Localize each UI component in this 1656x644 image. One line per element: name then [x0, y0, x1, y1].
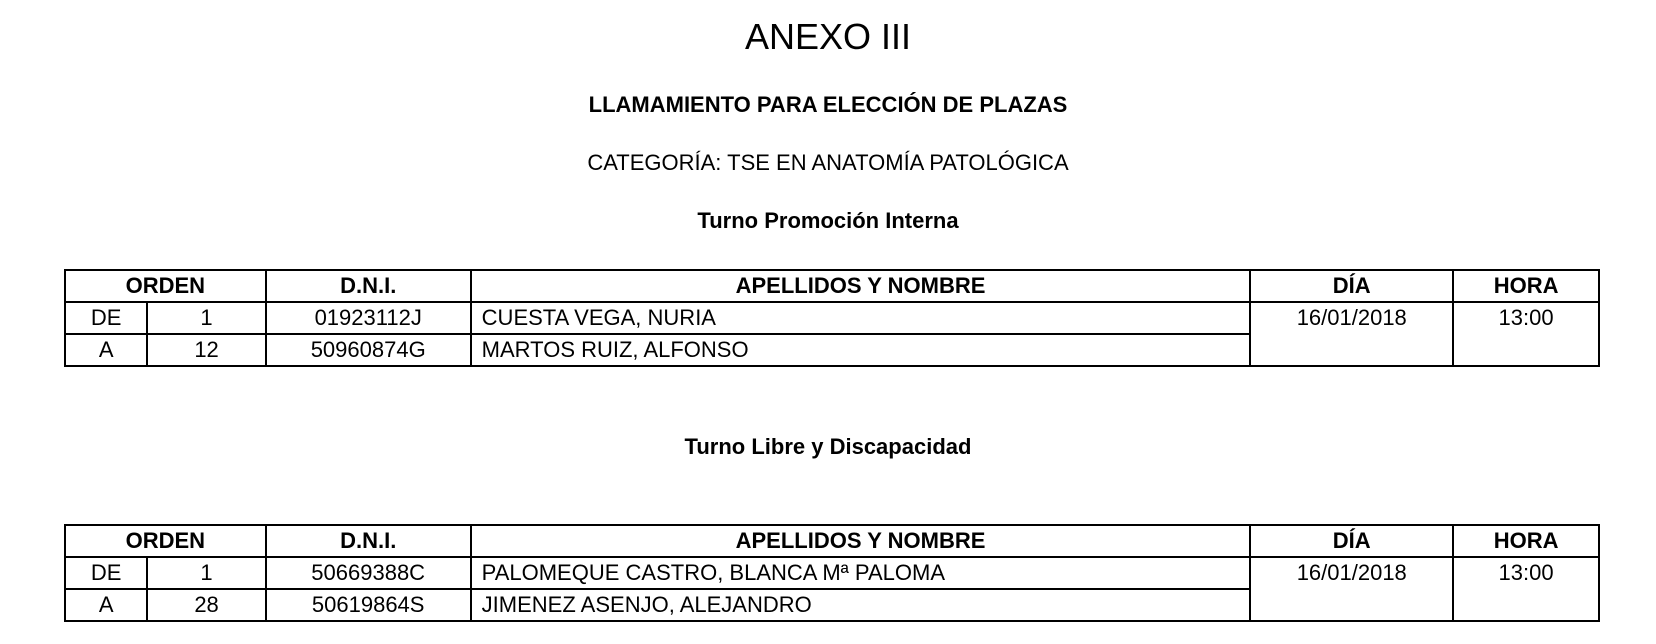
- column-header-orden: ORDEN: [65, 525, 266, 557]
- column-header-nombre: APELLIDOS Y NOMBRE: [471, 525, 1251, 557]
- section-title-promocion-interna: Turno Promoción Interna: [697, 208, 959, 233]
- dni-cell: 50960874G: [266, 334, 471, 366]
- name-cell: PALOMEQUE CASTRO, BLANCA Mª PALOMA: [471, 557, 1251, 589]
- name-cell: JIMENEZ ASENJO, ALEJANDRO: [471, 589, 1251, 621]
- category-label: CATEGORÍA: TSE EN ANATOMÍA PATOLÓGICA: [587, 150, 1069, 175]
- document-title: ANEXO III: [744, 16, 912, 57]
- table-row: [65, 302, 1599, 334]
- date-cell: 16/01/2018: [1250, 302, 1453, 366]
- column-header-hora: HORA: [1453, 525, 1599, 557]
- table-promocion-interna: [64, 269, 1600, 367]
- orden-number: 28: [147, 589, 265, 621]
- dni-cell: 50669388C: [266, 557, 471, 589]
- name-cell: CUESTA VEGA, NURIA: [471, 302, 1251, 334]
- column-header-hora: HORA: [1453, 270, 1599, 302]
- dni-cell: 01923112J: [266, 302, 471, 334]
- table-libre-discapacidad: [64, 524, 1600, 622]
- column-header-nombre: APELLIDOS Y NOMBRE: [471, 270, 1251, 302]
- orden-position: A: [65, 589, 147, 621]
- orden-position: DE: [65, 302, 147, 334]
- date-cell: 16/01/2018: [1250, 557, 1453, 621]
- column-header-dni: D.N.I.: [266, 270, 471, 302]
- orden-position: DE: [65, 557, 147, 589]
- column-header-orden: ORDEN: [65, 270, 266, 302]
- document-subtitle: LLAMAMIENTO PARA ELECCIÓN DE PLAZAS: [588, 92, 1068, 117]
- table-header-row: [65, 270, 1599, 302]
- column-header-dia: DÍA: [1250, 270, 1453, 302]
- column-header-dni: D.N.I.: [266, 525, 471, 557]
- column-header-dia: DÍA: [1250, 525, 1453, 557]
- orden-position: A: [65, 334, 147, 366]
- name-cell: MARTOS RUIZ, ALFONSO: [471, 334, 1251, 366]
- time-cell: 13:00: [1453, 557, 1599, 621]
- orden-number: 1: [147, 302, 265, 334]
- time-cell: 13:00: [1453, 302, 1599, 366]
- section-title-libre-discapacidad: Turno Libre y Discapacidad: [684, 434, 972, 459]
- table-row: [65, 557, 1599, 589]
- orden-number: 12: [147, 334, 265, 366]
- table-header-row: [65, 525, 1599, 557]
- dni-cell: 50619864S: [266, 589, 471, 621]
- orden-number: 1: [147, 557, 265, 589]
